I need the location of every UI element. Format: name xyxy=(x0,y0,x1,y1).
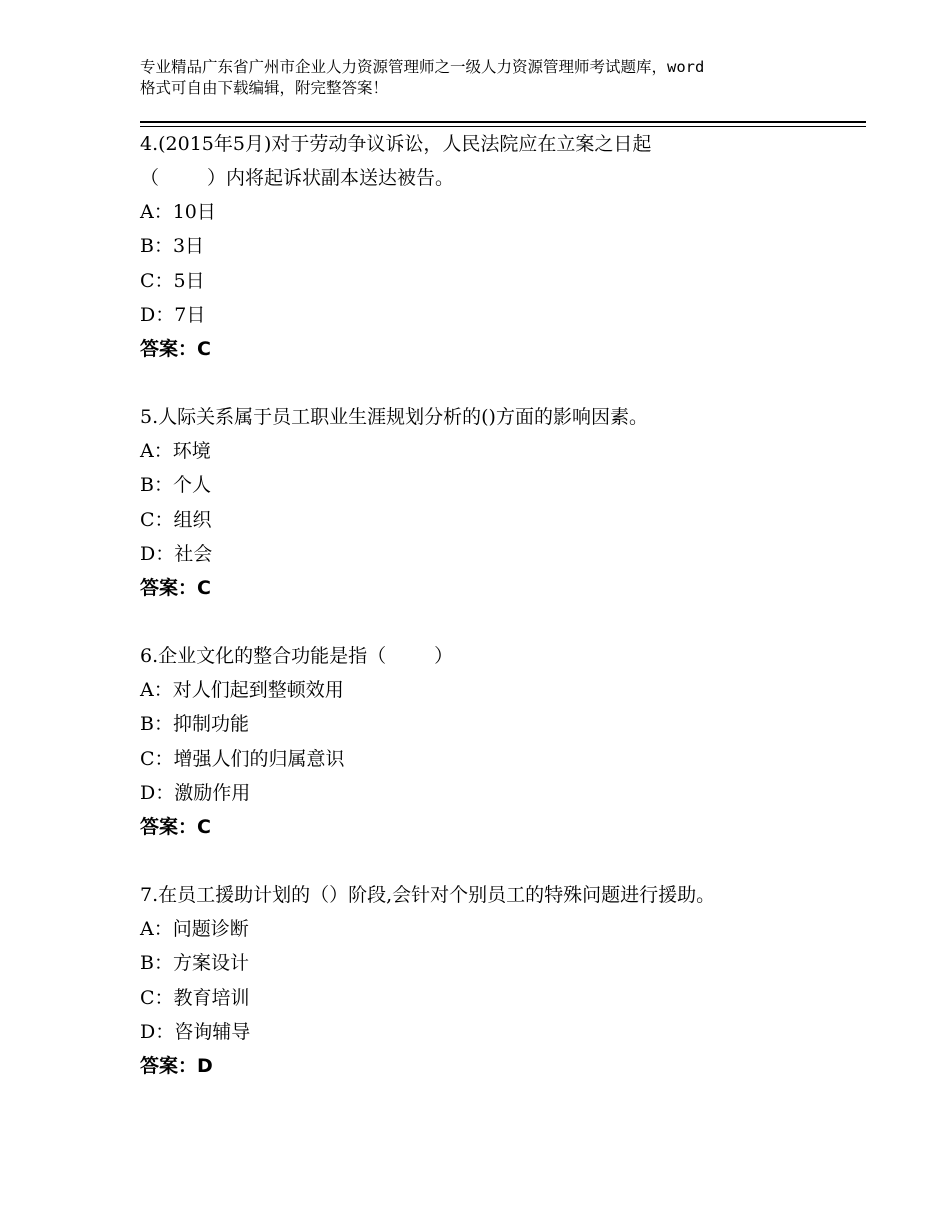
option-c: C：增强人们的归属意识 xyxy=(140,747,345,770)
question-5 xyxy=(140,400,866,605)
question-7 xyxy=(140,878,866,1083)
question-stem: 5.人际关系属于员工职业生涯规划分析的()方面的影响因素。 xyxy=(140,406,648,428)
answer-line: 答案：C xyxy=(140,338,211,361)
option-d: D：激励作用 xyxy=(140,781,251,804)
option-d: D：社会 xyxy=(140,542,213,565)
option-d: D：咨询辅导 xyxy=(140,1020,251,1043)
option-b: B：个人 xyxy=(140,474,211,497)
header-line-1: 专业精品广东省广州市企业人力资源管理师之一级人力资源管理师考试题库，word xyxy=(140,58,705,76)
option-c: C：组织 xyxy=(140,508,212,531)
option-c: C：教育培训 xyxy=(140,986,250,1009)
answer-line: 答案：D xyxy=(140,1055,213,1078)
blank-close-paren: ） xyxy=(434,645,454,667)
header-line-2: 格式可自由下载编辑，附完整答案！ xyxy=(140,79,389,97)
header-divider-thick xyxy=(140,121,866,123)
question-stem xyxy=(140,639,866,673)
question-stem: 7.在员工援助计划的（）阶段,会针对个别员工的特殊问题进行援助。 xyxy=(140,884,716,906)
blank-open-paren: （ xyxy=(140,167,160,189)
stem-remainder: ）内将起诉状副本送达被告。 xyxy=(207,167,455,189)
option-d: D：7日 xyxy=(140,303,206,326)
option-a: A：10日 xyxy=(140,201,216,223)
question-4 xyxy=(140,127,866,366)
question-stem-continued xyxy=(140,161,866,195)
option-b: B：方案设计 xyxy=(140,952,249,975)
document-header xyxy=(140,57,866,99)
option-b: B：3日 xyxy=(140,235,205,258)
question-stem: 4.(2015年5月)对于劳动争议诉讼，人民法院应在立案之日起 xyxy=(140,133,652,155)
option-a: A：环境 xyxy=(140,440,211,462)
stem-text: 6.企业文化的整合功能是指（ xyxy=(140,645,387,667)
option-a: A：问题诊断 xyxy=(140,918,249,940)
option-b: B：抑制功能 xyxy=(140,713,249,736)
document-page xyxy=(140,0,866,1230)
answer-line: 答案：C xyxy=(140,577,211,600)
option-a: A：对人们起到整顿效用 xyxy=(140,679,344,701)
answer-line: 答案：C xyxy=(140,816,211,839)
option-c: C：5日 xyxy=(140,269,205,292)
question-6 xyxy=(140,639,866,844)
